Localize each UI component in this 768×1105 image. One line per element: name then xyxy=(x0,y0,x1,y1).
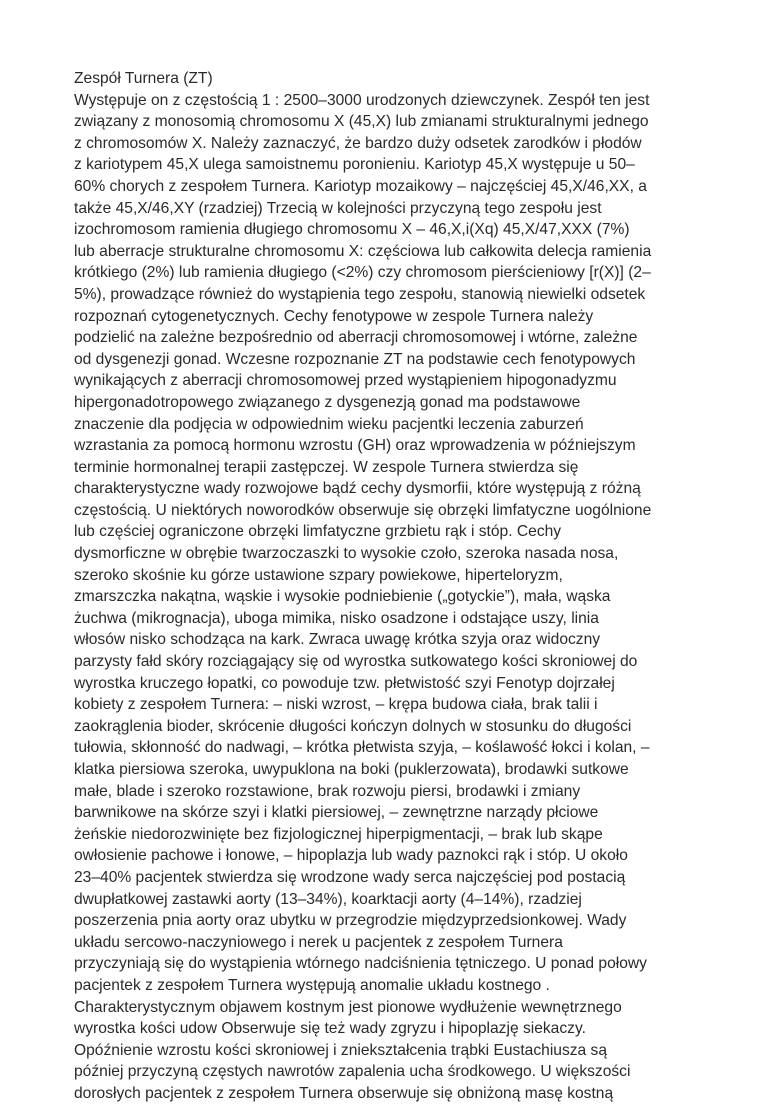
text-line: znaczenie dla podjęcia w odpowiednim wieku pacjentki leczenia zaburzeń xyxy=(74,415,584,433)
text-line: od dysgenezji gonad. Wczesne rozpoznanie ZT na podstawie cech fenotypowych xyxy=(74,350,636,368)
text-line: pacjentek z zespołem Turnera występują anomalie układu kostnego . xyxy=(74,976,550,994)
text-line: parzysty fałd skóry rozciągający się od wyrostka sutkowatego kości skroniowej do xyxy=(74,653,638,671)
text-line: lub częściej ograniczone obrzęki limfatyczne grzbietu rąk i stóp. Cechy xyxy=(74,523,562,541)
text-line: owłosienie pachowe i łonowe, – hipoplazja lub wady paznokci rąk i stóp. U około xyxy=(74,847,628,865)
text-line: wyrostka kruczego łopatki, co powoduje tzw. płetwistość szyi Fenotyp dojrzałej xyxy=(74,674,615,692)
text-line: zaokrąglenia bioder, skrócenie długości kończyn dolnych w stosunku do długości xyxy=(74,717,632,735)
text-line: układu sercowo-naczyniowego i nerek u pacjentek z zespołem Turnera xyxy=(74,933,563,951)
text-line: żuchwa (mikrognacja), uboga mimika, nisko osadzone i odstające uszy, linia xyxy=(74,609,599,627)
text-line: zmarszczka nakątna, wąskie i wysokie podniebienie („gotyckie”), mała, wąska xyxy=(74,588,611,606)
text-line: później przyczyną częstych nawrotów zapalenia ucha środkowego. U większości xyxy=(74,1063,631,1081)
text-line: kobiety z zespołem Turnera: – niski wzrost, – krępa budowa ciała, brak talii i xyxy=(74,696,598,714)
text-line: terminie hormonalnej terapii zastępczej. W zespole Turnera stwierdza się xyxy=(74,458,579,476)
text-line: włosów nisko schodząca na kark. Zwraca uwagę krótka szyja oraz widoczny xyxy=(74,631,601,649)
text-line: dorosłych pacjentek z zespołem Turnera obserwuje się obniżoną masę kostną xyxy=(74,1084,614,1102)
text-line: tułowia, skłonność do nadwagi, – krótka płetwista szyja, – koślawość łokci i kolan, – xyxy=(74,739,650,757)
text-line: lub aberracje strukturalne chromosomu X: częściowa lub całkowita delecja ramienia xyxy=(74,242,652,260)
text-line: dwupłatkowej zastawki aorty (13–34%), koarktacji aorty (4–14%), rzadziej xyxy=(74,890,582,908)
text-line: dysmorficzne w obrębie twarzoczaszki to wysokie czoło, szeroka nasada nosa, xyxy=(74,545,619,563)
text-line: Występuje on z częstością 1 : 2500–3000 urodzonych dziewczynek. Zespół ten jest xyxy=(74,91,650,109)
text-line: rozpoznań cytogenetycznych. Cechy fenotypowe w zespole Turnera należy xyxy=(74,307,594,325)
text-line: częstością. U niektórych noworodków obserwuje się obrzęki limfatyczne uogólnione xyxy=(74,501,652,519)
text-line: poszerzenia pnia aorty oraz ubytku w przegrodzie międzyprzedsionkowej. Wady xyxy=(74,912,627,930)
text-line: charakterystyczne wady rozwojowe bądź cechy dysmorfii, które występują z różną xyxy=(74,480,641,498)
text-line: 5%), prowadzące również do wystąpienia tego zespołu, stanowią niewielki odsetek xyxy=(74,285,646,303)
text-line: wyrostka kości udow Obserwuje się też wady zgryzu i hipoplazję siekaczy. xyxy=(74,1020,586,1038)
document-title: Zespół Turnera (ZT) xyxy=(74,70,213,87)
text-line: przyczyniają się do wystąpienia wtórnego nadciśnienia tętniczego. U ponad połowy xyxy=(74,955,647,973)
text-line: hipergonadotropowego związanego z dysgenezją gonad ma podstawowe xyxy=(74,393,581,411)
text-line: wzrastania za pomocą hormonu wzrostu (GH) oraz wprowadzenia w późniejszym xyxy=(74,437,636,455)
text-line: szeroko skośnie ku górze ustawione szpary powiekowe, hiperteloryzm, xyxy=(74,566,563,584)
text-line: izochromosom ramienia długiego chromosomu X – 46,X,i(Xq) 45,X/47,XXX (7%) xyxy=(74,221,630,239)
text-line: klatka piersiowa szeroka, uwypuklona na boki (puklerzowata), brodawki sutkowe xyxy=(74,761,629,778)
text-line: Charakterystycznym objawem kostnym jest pionowe wydłużenie wewnętrznego xyxy=(74,998,622,1016)
text-line: krótkiego (2%) lub ramienia długiego (<2%) czy chromosom pierścieniowy [r(X)] (2– xyxy=(74,264,651,282)
text-line: z chromosomów X. Należy zaznaczyć, że bardzo duży odsetek zarodków i płodów xyxy=(74,134,642,152)
document-text xyxy=(74,68,714,1105)
text-line: wynikających z aberracji chromosomowej przed wystąpieniem hipogonadyzmu xyxy=(74,372,617,390)
text-line: małe, blade i szeroko rozstawione, brak rozwoju piersi, brodawki i zmiany xyxy=(74,782,581,800)
text-line: także 45,X/46,XY (rzadziej) Trzecią w kolejności przyczyną tego zespołu jest xyxy=(74,199,602,217)
text-line: żeńskie niedorozwinięte bez fizjologicznej hiperpigmentacji, – brak lub skąpe xyxy=(74,825,603,843)
text-line: 23–40% pacjentek stwierdza się wrodzone wady serca najczęściej pod postacią xyxy=(74,868,626,886)
text-line: związany z monosomią chromosomu X (45,X) lub zmianami strukturalnymi jednego xyxy=(74,113,649,131)
text-line: barwnikowe na skórze szyi i klatki piersiowej, – zewnętrzne narządy płciowe xyxy=(74,804,599,822)
text-line: 60% chorych z zespołem Turnera. Kariotyp mozaikowy – najczęściej 45,X/46,XX, a xyxy=(74,177,647,195)
text-line: z kariotypem 45,X ulega samoistnemu poronieniu. Kariotyp 45,X występuje u 50– xyxy=(74,156,635,174)
text-line: podzielić na zależne bezpośrednio od aberracji chromosomowej i wtórne, zależne xyxy=(74,329,638,347)
text-line: Opóźnienie wzrostu kości skroniowej i zniekształcenia trąbki Eustachiusza są xyxy=(74,1041,608,1059)
